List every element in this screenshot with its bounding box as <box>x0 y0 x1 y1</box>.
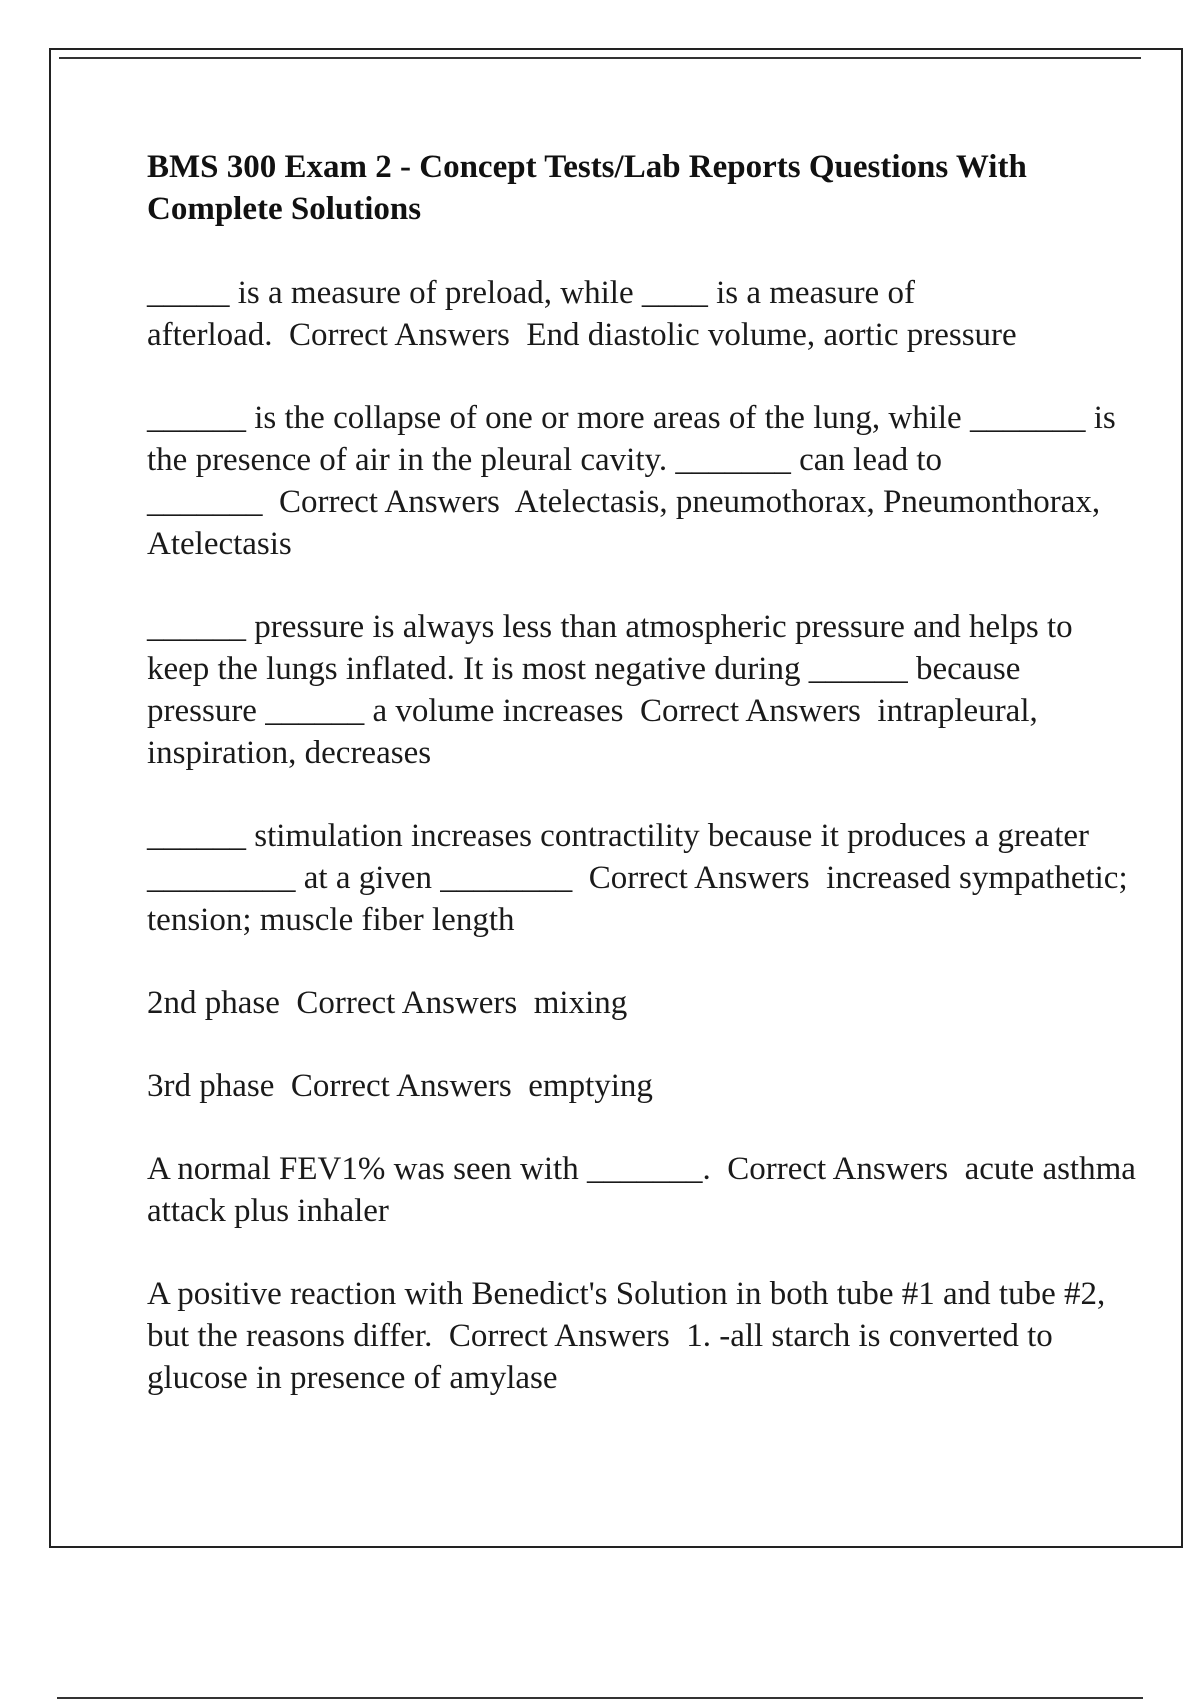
qa-item <box>147 815 1137 941</box>
answer-text: intrapleural, inspiration, decreases <box>147 693 1046 771</box>
answer-label: Correct Answers <box>640 693 861 729</box>
answer-label: Correct Answers <box>448 1318 670 1354</box>
page-frame <box>49 48 1183 1548</box>
document-body <box>147 146 1145 1440</box>
answer-text: emptying <box>528 1068 653 1104</box>
answer-text: Atelectasis, pneumothorax, Pneumonthorax, Atelectasis <box>147 484 1107 562</box>
qa-item <box>147 606 1137 774</box>
qa-item <box>147 1065 1137 1107</box>
question-text: 2nd phase <box>147 985 280 1021</box>
answer-text: mixing <box>533 985 628 1021</box>
answer-text: increased sympathetic; tension; muscle fiber length <box>147 860 1136 938</box>
question-text: ______ is the collapse of one or more areas of the lung, while _______ is the presence of air in the pleural cavity. _______ can lead to _______ <box>147 400 1124 520</box>
question-text: A normal FEV1% was seen with _______. <box>147 1151 711 1187</box>
answer-label: Correct Answers <box>290 1068 512 1104</box>
answer-text: 1. -all starch is converted to glucose in presence of amylase <box>147 1318 1061 1396</box>
answer-label: Correct Answers <box>727 1151 949 1187</box>
answer-label: Correct Answers <box>588 860 810 896</box>
bottom-rule <box>57 1697 1143 1699</box>
qa-item <box>147 1273 1137 1399</box>
answer-label: Correct Answers <box>279 484 500 520</box>
qa-item <box>147 982 1137 1024</box>
question-text: ______ stimulation increases contractility because it produces a greater _________ at a given ________ <box>147 818 1098 896</box>
question-text: ______ pressure is always less than atmospheric pressure and helps to keep the lungs inflated. It is most negative during ______ because pressure ______ a volume increases <box>147 609 1081 729</box>
answer-text: acute asthma attack plus inhaler <box>147 1151 1145 1229</box>
answer-text: End diastolic volume, aortic pressure <box>526 317 1017 353</box>
answer-label: Correct Answers <box>289 317 510 353</box>
top-rule <box>59 57 1141 59</box>
question-text: _____ is a measure of preload, while ____ is a measure of afterload. <box>147 275 924 353</box>
document-title: BMS 300 Exam 2 - Concept Tests/Lab Reports Questions With Complete Solutions <box>147 149 1027 227</box>
question-text: A positive reaction with Benedict's Solution in both tube #1 and tube #2, but the reasons differ. <box>147 1276 1114 1354</box>
qa-item <box>147 272 1137 356</box>
qa-item <box>147 397 1137 565</box>
qa-item <box>147 1148 1145 1232</box>
answer-label: Correct Answers <box>296 985 518 1021</box>
question-text: 3rd phase <box>147 1068 275 1104</box>
